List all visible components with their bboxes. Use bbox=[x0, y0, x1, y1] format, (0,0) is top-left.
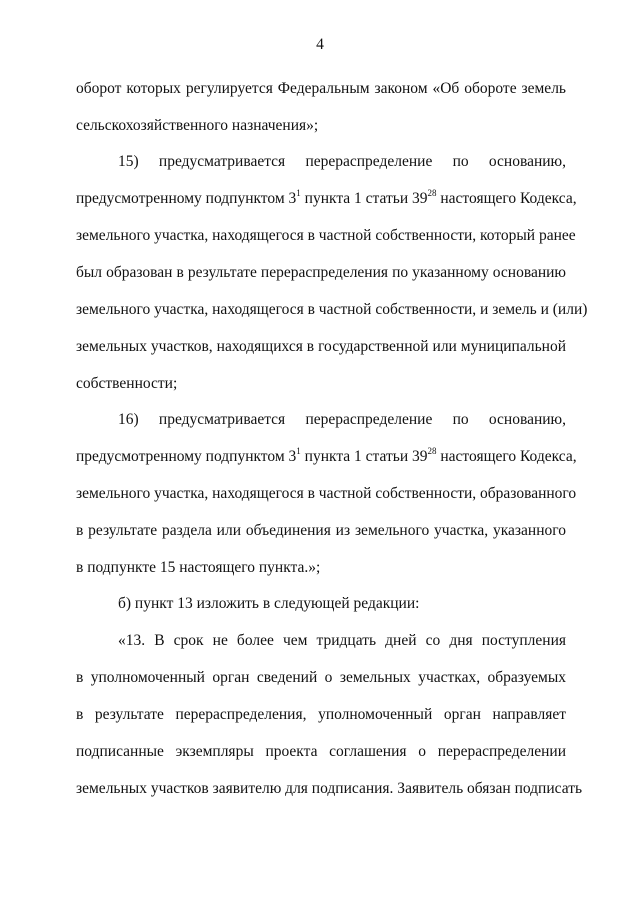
text-line: земельного участка, находящегося в частной собственности, который ранее bbox=[76, 227, 576, 244]
text-line: сельскохозяйственного назначения»; bbox=[76, 117, 319, 134]
text-line-with-superscripts: предусмотренному подпунктом $3^1$ пункта 1 статьи $39^{28}$ настоящего Кодекса, bbox=[76, 445, 577, 465]
text-line: в уполномоченный орган сведений о земельных участках, образуемых bbox=[76, 669, 566, 686]
page-number: 4 bbox=[316, 36, 324, 53]
text-line: земельного участка, находящегося в частной собственности, и земель и (или) bbox=[76, 301, 588, 318]
subparagraph-b: б) пункт 13 изложить в следующей редакции: bbox=[118, 595, 420, 612]
text-line: в результате раздела или объединения из земельного участка, указанного bbox=[76, 522, 566, 539]
text-line: земельных участков заявителю для подписания. Заявитель обязан подписать bbox=[76, 780, 583, 797]
text-line: был образован в результате перераспределения по указанному основанию bbox=[76, 264, 566, 281]
text-line: собственности; bbox=[76, 375, 178, 392]
text-line: в подпункте 15 настоящего пункта.»; bbox=[76, 559, 321, 576]
list-item-16-start: 16) предусматривается перераспределение по основанию, bbox=[118, 411, 566, 428]
text-line: в результате перераспределения, уполномоченный орган направляет bbox=[76, 706, 566, 723]
text-line: оборот которых регулируется Федеральным законом «Об обороте земель bbox=[76, 80, 566, 97]
text-line: подписанные экземпляры проекта соглашения о перераспределении bbox=[76, 743, 566, 760]
list-item-15-start: 15) предусматривается перераспределение по основанию, bbox=[118, 153, 566, 170]
text-line: земельного участка, находящегося в частной собственности, образованного bbox=[76, 485, 577, 502]
text-line-with-superscripts: предусмотренному подпунктом $3^1$ пункта 1 статьи $39^{28}$ настоящего Кодекса, bbox=[76, 187, 577, 207]
text-line: земельных участков, находящихся в государственной или муниципальной bbox=[76, 338, 566, 355]
paragraph-13-start: «13. В срок не более чем тридцать дней со дня поступления bbox=[118, 632, 566, 649]
